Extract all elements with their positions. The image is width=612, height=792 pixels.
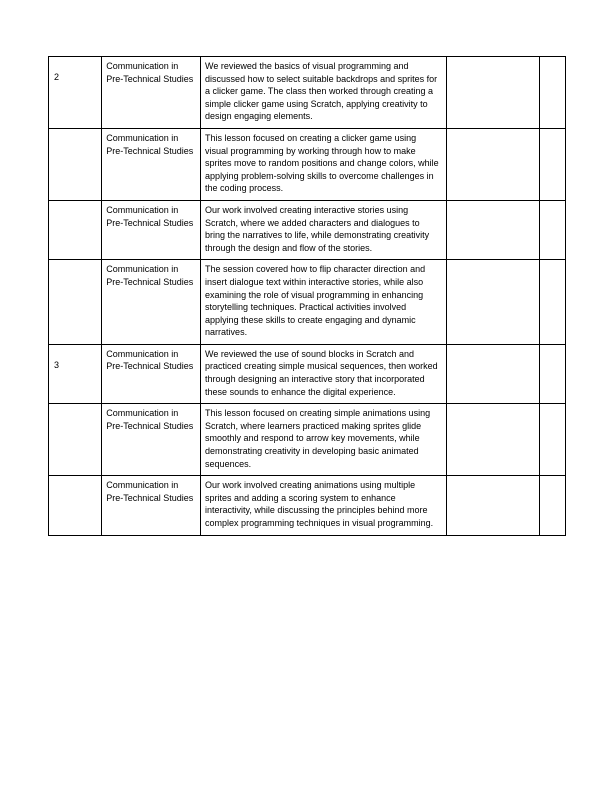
strand-cell: Communication in Pre-Technical Studies — [102, 260, 201, 345]
empty-cell — [539, 200, 565, 259]
strand-cell: Communication in Pre-Technical Studies — [102, 128, 201, 200]
empty-cell — [539, 260, 565, 345]
week-cell — [49, 404, 102, 476]
empty-cell — [446, 260, 539, 345]
week-cell — [49, 200, 102, 259]
empty-cell — [446, 404, 539, 476]
description-cell: This lesson focused on creating simple animations using Scratch, where learners practiced making sprites glide smoothly and respond to arrow key movements, while demonstrating creativity in developing basic animated sequences. — [201, 404, 446, 476]
strand-cell: Communication in Pre-Technical Studies — [102, 57, 201, 129]
table-row — [49, 476, 566, 535]
strand-cell: Communication in Pre-Technical Studies — [102, 200, 201, 259]
description-cell: Our work involved creating interactive stories using Scratch, where we added characters and dialogues to bring the narratives to life, while demonstrating creativity through the design and flow of the stories. — [201, 200, 446, 259]
strand-cell: Communication in Pre-Technical Studies — [102, 344, 201, 403]
table-row — [49, 200, 566, 259]
empty-cell — [446, 128, 539, 200]
week-cell — [49, 128, 102, 200]
week-cell — [49, 476, 102, 535]
lesson-log-table — [48, 56, 566, 536]
description-cell: We reviewed the basics of visual programming and discussed how to select suitable backdrops and sprites for a clicker game. The class then worked through creating a simple clicker game using Scratch, applying creativity to design engaging elements. — [201, 57, 446, 129]
week-cell: 2 — [49, 57, 102, 129]
table-row — [49, 57, 566, 129]
empty-cell — [539, 57, 565, 129]
empty-cell — [539, 404, 565, 476]
table-row — [49, 344, 566, 403]
empty-cell — [539, 344, 565, 403]
empty-cell — [446, 200, 539, 259]
week-cell — [49, 260, 102, 345]
week-cell: 3 — [49, 344, 102, 403]
strand-cell: Communication in Pre-Technical Studies — [102, 404, 201, 476]
empty-cell — [539, 476, 565, 535]
description-cell: The session covered how to flip character direction and insert dialogue text within interactive stories, while also examining the role of visual programming in enhancing storytelling techniques. Practical activities involved applying these skills to create engaging and dynamic narratives. — [201, 260, 446, 345]
empty-cell — [446, 476, 539, 535]
description-cell: We reviewed the use of sound blocks in Scratch and practiced creating simple musical sequences, then worked through designing an interactive story that incorporated these sounds to enhance the digital experience. — [201, 344, 446, 403]
description-cell: Our work involved creating animations using multiple sprites and adding a scoring system to enhance interactivity, while discussing the principles behind more complex programming techniques in visual programming. — [201, 476, 446, 535]
table-row — [49, 260, 566, 345]
description-cell: This lesson focused on creating a clicker game using visual programming by working through how to make sprites move to random positions and change colors, while applying problem-solving skills to overcome challenges in the coding process. — [201, 128, 446, 200]
table-row — [49, 128, 566, 200]
strand-cell: Communication in Pre-Technical Studies — [102, 476, 201, 535]
table-row — [49, 404, 566, 476]
empty-cell — [446, 344, 539, 403]
empty-cell — [539, 128, 565, 200]
empty-cell — [446, 57, 539, 129]
